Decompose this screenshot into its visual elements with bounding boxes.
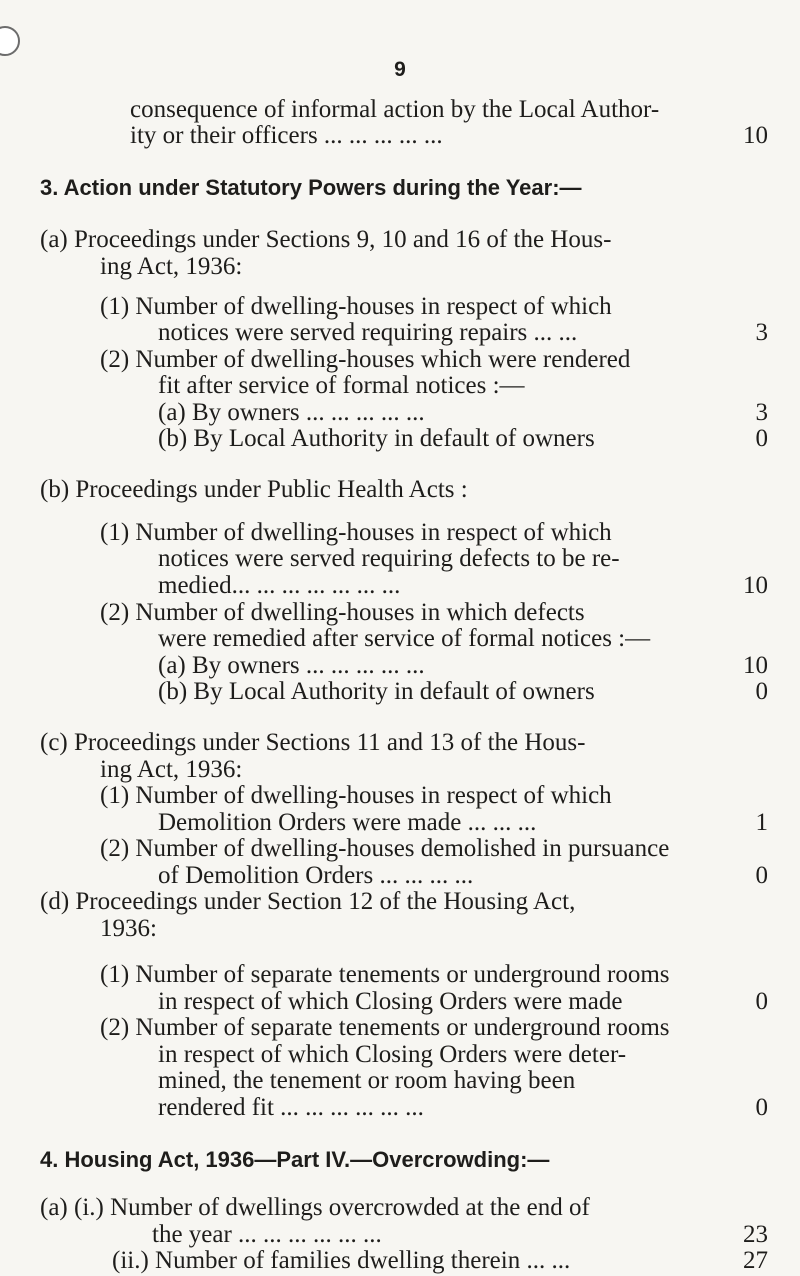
section-3d-item2-line-2: in respect of which Closing Orders were deter- bbox=[158, 1041, 627, 1068]
section-3c-item2-value: 0 bbox=[755, 862, 768, 889]
section-4a-item1-line-1: (a) (i.) Number of dwellings overcrowded at the end of bbox=[40, 1194, 590, 1221]
section-3c-item2-line-1: (2) Number of dwelling-houses demolished in pursuance bbox=[100, 835, 670, 862]
section-3a-line-2: ing Act, 1936: bbox=[100, 253, 243, 280]
section-3b-item2-line-1: (2) Number of dwelling-houses in which defects bbox=[100, 599, 585, 626]
section-3-heading: 3. Action under Statutory Powers during the Year:— bbox=[40, 175, 582, 200]
section-3d-item2-value: 0 bbox=[755, 1094, 768, 1121]
page-number: 9 bbox=[394, 58, 406, 81]
section-3a-by-authority-value: 0 bbox=[755, 425, 768, 452]
intro-line-1: consequence of informal action by the Local Author- bbox=[130, 96, 660, 123]
section-3a-line-1: (a) Proceedings under Sections 9, 10 and 16 of the Hous- bbox=[40, 226, 612, 253]
section-3c-item1-value: 1 bbox=[755, 809, 768, 836]
section-3b-item2-line-2: were remedied after service of formal notices :— bbox=[158, 625, 651, 652]
section-4a-item1-value: 23 bbox=[743, 1221, 768, 1248]
section-3c-item1-line-2: Demolition Orders were made ... ... ... bbox=[158, 809, 537, 836]
section-4a-item1-line-2: the year ... ... ... ... ... ... bbox=[152, 1221, 382, 1248]
section-3b-by-owners: (a) By owners ... ... ... ... ... bbox=[158, 652, 425, 679]
section-3a-item1-line-2: notices were served requiring repairs ... ... bbox=[158, 319, 578, 346]
section-3a-item2-line-1: (2) Number of dwelling-houses which were rendered bbox=[100, 346, 631, 373]
section-3d-item2-line-4: rendered fit ... ... ... ... ... ... bbox=[158, 1094, 424, 1121]
section-3d-item1-value: 0 bbox=[755, 988, 768, 1015]
section-3d-line-2: 1936: bbox=[100, 915, 157, 942]
section-4a-item2-value: 27 bbox=[743, 1247, 768, 1274]
section-3a-by-owners: (a) By owners ... ... ... ... ... bbox=[158, 399, 425, 426]
section-3d-item1-line-1: (1) Number of separate tenements or underground rooms bbox=[100, 961, 670, 988]
section-3c-item2-line-2: of Demolition Orders ... ... ... ... bbox=[158, 862, 474, 889]
section-4a-item2-line: (ii.) Number of families dwelling therein ... ... bbox=[112, 1247, 571, 1274]
section-3b-item1-line-3: medied... ... ... ... ... ... ... bbox=[158, 572, 401, 599]
section-4-heading: 4. Housing Act, 1936—Part IV.—Overcrowding:— bbox=[40, 1147, 550, 1172]
section-3d-item2-line-1: (2) Number of separate tenements or underground rooms bbox=[100, 1014, 670, 1041]
section-3a-by-owners-value: 3 bbox=[755, 399, 768, 426]
section-3a-by-authority: (b) By Local Authority in default of owners bbox=[158, 425, 595, 452]
section-3d-item1-line-2: in respect of which Closing Orders were made bbox=[158, 988, 623, 1015]
section-3a-item2-line-2: fit after service of formal notices :— bbox=[158, 372, 525, 399]
binder-punch-hole bbox=[0, 26, 20, 56]
intro-line-2: ity or their officers ... ... ... ... ... bbox=[130, 122, 443, 149]
intro-value: 10 bbox=[743, 122, 768, 149]
section-3b-item1-line-1: (1) Number of dwelling-houses in respect of which bbox=[100, 519, 612, 546]
section-3a-item1-line-1: (1) Number of dwelling-houses in respect of which bbox=[100, 293, 612, 320]
section-3d-line-1: (d) Proceedings under Section 12 of the Housing Act, bbox=[40, 888, 576, 915]
section-3b-item1-value: 10 bbox=[743, 572, 768, 599]
section-3b-item1-line-2: notices were served requiring defects to be re- bbox=[158, 545, 620, 572]
section-3d-item2-line-3: mined, the tenement or room having been bbox=[158, 1067, 576, 1094]
section-3c-line-2: ing Act, 1936: bbox=[100, 756, 243, 783]
section-3b-by-authority: (b) By Local Authority in default of owners bbox=[158, 678, 595, 705]
section-3c-line-1: (c) Proceedings under Sections 11 and 13 of the Hous- bbox=[40, 729, 586, 756]
section-3b-by-owners-value: 10 bbox=[743, 652, 768, 679]
section-3b-line-1: (b) Proceedings under Public Health Acts : bbox=[40, 476, 468, 503]
section-3b-by-authority-value: 0 bbox=[755, 678, 768, 705]
section-3c-item1-line-1: (1) Number of dwelling-houses in respect of which bbox=[100, 782, 612, 809]
section-3a-item1-value: 3 bbox=[755, 319, 768, 346]
